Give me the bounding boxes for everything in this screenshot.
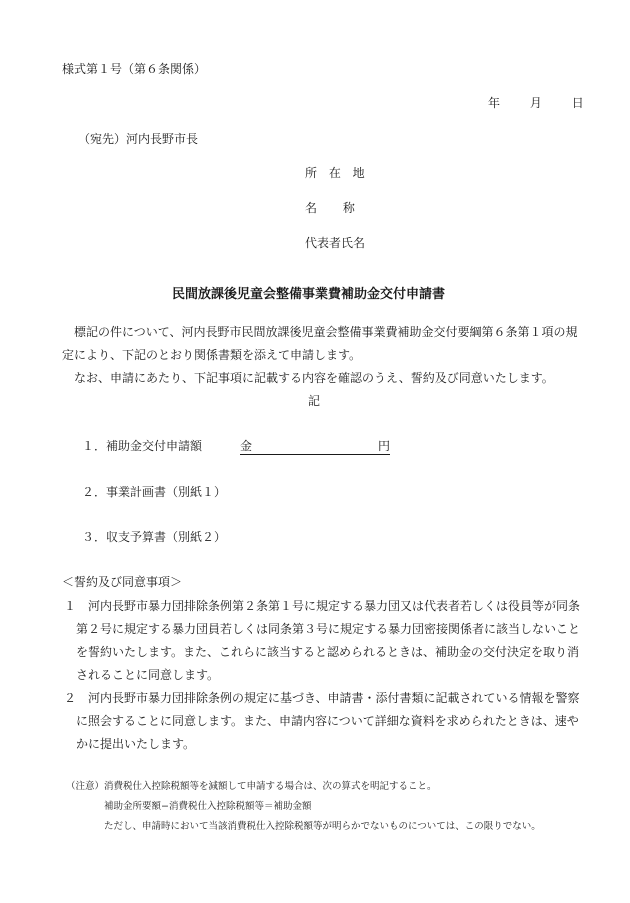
date-month: 月 bbox=[529, 96, 542, 110]
applicant-address-label: 所 在 地 bbox=[305, 166, 369, 180]
clause-1-number: １ bbox=[64, 599, 77, 613]
ki-mark: 記 bbox=[308, 394, 321, 408]
clause-1-line-4: されることに同意します。 bbox=[76, 668, 220, 682]
amount-prefix: 金 bbox=[240, 439, 253, 453]
clause-1-line-3: を誓約いたします。また、これらに該当すると認められるときは、補助金の交付決定を取り消 bbox=[76, 645, 580, 659]
amount-suffix: 円 bbox=[377, 439, 390, 453]
clause-2-line-1: 河内長野市暴力団排除条例の規定に基づき、申請書・添付書類に記載されている情報を警察 bbox=[88, 691, 580, 705]
item-2-label: ２．事業計画書（別紙１） bbox=[82, 485, 227, 499]
clause-2-number: ２ bbox=[64, 691, 77, 705]
document-title: 民間放課後児童会整備事業費補助金交付申請書 bbox=[172, 287, 446, 302]
clause-2-line-2: に照会することに同意します。また、申請内容について詳細な資料を求められたときは、速や bbox=[76, 714, 579, 728]
note-line-2: 補助金所要額−消費税仕入控除税額等＝補助金額 bbox=[104, 801, 312, 812]
addressee: （宛先）河内長野市長 bbox=[78, 132, 199, 146]
date-year: 年 bbox=[488, 96, 501, 110]
applicant-name-label: 名 称 bbox=[305, 201, 355, 215]
item-1-amount bbox=[240, 438, 390, 455]
applicant-representative-label: 代表者氏名 bbox=[305, 236, 366, 250]
note-line-1: （注意）消費税仕入控除税額等を減額して申請する場合は、次の算式を明記すること。 bbox=[66, 781, 437, 792]
date-line bbox=[488, 95, 584, 111]
pledge-heading: ＜誓約及び同意事項＞ bbox=[62, 575, 183, 589]
item-1-label: １．補助金交付申請額 bbox=[82, 439, 203, 453]
note-line-3: ただし、申請時において当該消費税仕入控除税額等が明らかでないものについては、この限りでない。 bbox=[104, 821, 541, 832]
clause-1-line-2: 第２号に規定する暴力団員若しくは同条第３号に規定する暴力団密接関係者に該当しないこと bbox=[76, 622, 581, 636]
body-line-3: なお、申請にあたり、下記事項に記載する内容を確認のうえ、誓約及び同意いたします。 bbox=[74, 371, 554, 385]
body-line-2: 定により、下記のとおり関係書類を添えて申請します。 bbox=[62, 348, 362, 362]
body-line-1: 標記の件について、河内長野市民間放課後児童会整備事業費補助金交付要綱第６条第１項の規 bbox=[74, 325, 578, 339]
clause-2-line-3: かに提出いたします。 bbox=[76, 737, 196, 751]
date-day: 日 bbox=[571, 96, 584, 110]
clause-1-line-1: 河内長野市暴力団排除条例第２条第１号に規定する暴力団又は代表者若しくは役員等が同条 bbox=[88, 599, 581, 613]
form-number: 様式第１号（第６条関係） bbox=[62, 62, 207, 76]
item-3-label: ３．収支予算書（別紙２） bbox=[82, 530, 227, 544]
